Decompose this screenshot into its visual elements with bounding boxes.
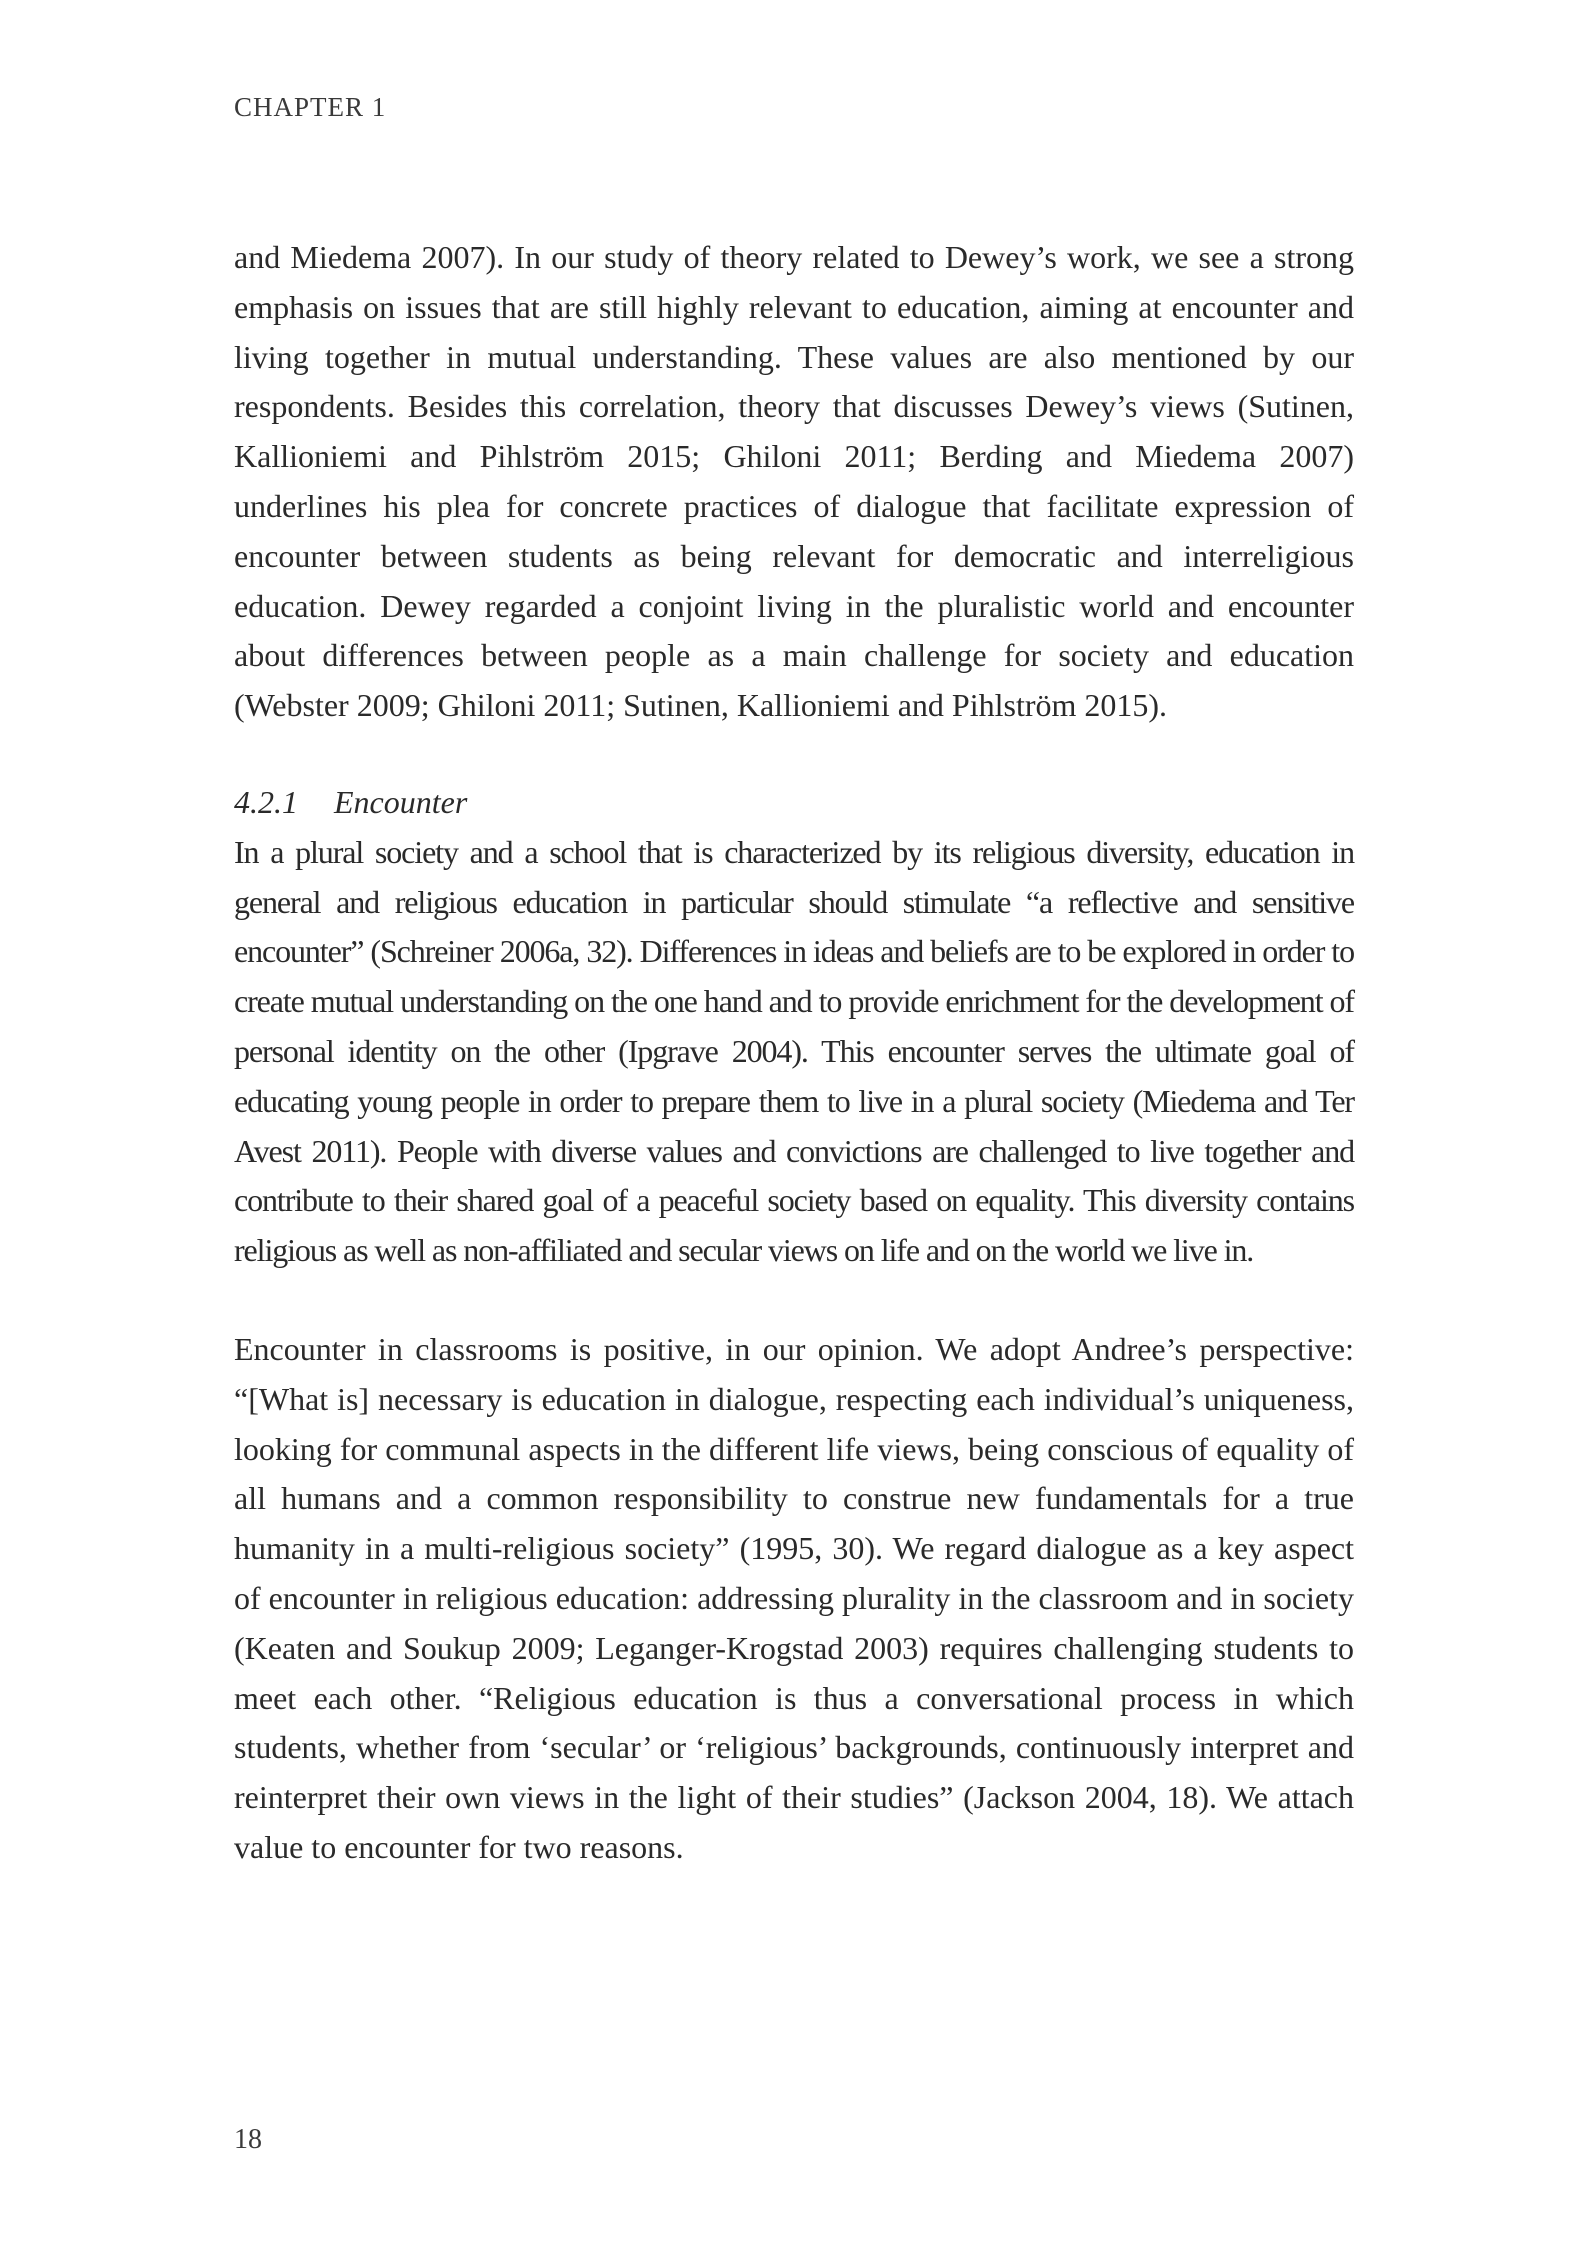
paragraph-spacer (234, 1276, 1354, 1325)
page-number: 18 (234, 2124, 262, 2155)
running-head: CHAPTER 1 (234, 92, 387, 122)
body-text (234, 233, 1354, 1873)
paragraph-plural-society: In a plural society and a school that is characterized by its religious diversity, education in general and religious education in particular should stimulate “a reflective and sensitive encounter” (Schreiner 2006a, 32). Differences in ideas and beliefs are to be explored in order to create mutual understanding on the one hand and to provide enrichment for the development of personal identity on the other (Ipgrave 2004). This encounter serves the ultimate goal of educating young people in order to prepare them to live in a plural society (Miedema and Ter Avest 2011). People with diverse values and convictions are challenged to live together and contribute to their shared goal of a peaceful society based on equality. This diversity contains religious as well as non-affiliated and secular views on life and on the world we live in. (234, 833, 1354, 1269)
paragraph-encounter-classrooms: Encounter in classrooms is positive, in our opinion. We adopt Andree’s perspective: “[What is] necessary is education in dialogue, respecting each individual’s uniqueness, looking for communal aspects in the different life views, being conscious of equality of all humans and a common responsibility to construe new fundamentals for a true humanity in a multi-religious society” (1995, 30). We regard dialogue as a key aspect of encounter in religious education: addressing plurality in the classroom and in society (Keaten and Soukup 2009; Leganger-Krogstad 2003) requires challenging students to meet each other. “Religious education is thus a conversational process in which students, whether from ‘secular’ or ‘religious’ backgrounds, continuously interpret and reinterpret their own views in the light of their studies” (Jackson 2004, 18). We attach value to encounter for two reasons. (234, 1330, 1354, 1865)
section-heading (234, 778, 1354, 828)
paragraph-dewey-theory: and Miedema 2007). In our study of theory related to Dewey’s work, we see a strong emphasis on issues that are still highly relevant to education, aiming at encounter and living together in mutual understanding. These values are also mentioned by our respondents. Besides this correlation, theory that discusses Dewey’s views (Sutinen, Kallioniemi and Pihlström 2015; Ghiloni 2011; Berding and Miedema 2007) underlines his plea for concrete practices of dialogue that facilitate expression of encounter between students as being relevant for democratic and interreligious education. Dewey regarded a conjoint living in the pluralistic world and encounter about differences between people as a main challenge for society and education (Webster 2009; Ghiloni 2011; Sutinen, Kallioniemi and Pihlström 2015). (234, 239, 1354, 724)
section-title: Encounter (334, 783, 468, 820)
section-number: 4.2.1 (234, 783, 298, 820)
